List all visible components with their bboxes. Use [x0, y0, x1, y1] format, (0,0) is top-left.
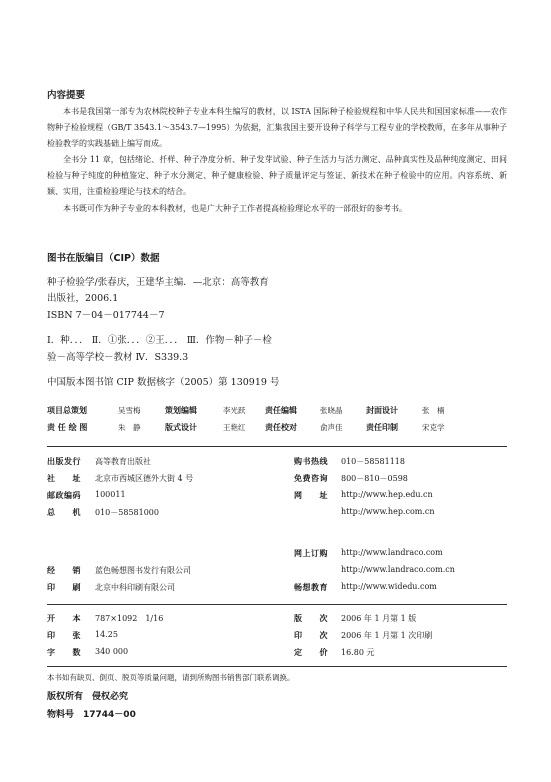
- cip-line-2: 出版社，2006.1: [47, 293, 119, 304]
- hotline-value: 010－58581118: [341, 457, 405, 466]
- edition-value: 2006 年 1 月第 1 版: [341, 614, 417, 623]
- website-link[interactable]: http://www.hep.edu.cn: [341, 490, 433, 499]
- cip-line-4: Ⅰ．种．．． Ⅱ．①张．．．②王．．． Ⅲ．作物－种子－检: [47, 335, 272, 346]
- copyright-notice: 版权所有 侵权必究: [47, 692, 129, 702]
- switchboard-value: 010－58581000: [95, 508, 159, 517]
- credit-label: 版式设计: [165, 423, 197, 432]
- printer-value: 北京中科印刷有限公司: [95, 583, 175, 592]
- postcode-value: 100011: [95, 490, 126, 499]
- sheets-label: 印 张: [47, 631, 81, 640]
- price-value: 16.80 元: [341, 648, 375, 657]
- consult-value: 800－810－0598: [341, 474, 408, 483]
- printer-label: 印 刷: [47, 583, 81, 592]
- credit-value: 张晓晶: [320, 406, 343, 415]
- credit-value: 王艳红: [223, 423, 246, 432]
- website-label: 网 址: [294, 491, 328, 500]
- credit-label: 策划编辑: [165, 406, 197, 415]
- distributor-label: 经 销: [47, 566, 81, 575]
- credit-label: 责 任 绘 图: [47, 423, 88, 432]
- sheets-value: 14.25: [95, 630, 118, 639]
- printing-label: 印 次: [294, 631, 328, 640]
- distributor-value: 蓝色畅想图书发行有限公司: [95, 566, 191, 575]
- consult-label: 免费咨询: [294, 474, 328, 483]
- website-link[interactable]: http://www.hep.com.cn: [341, 507, 435, 516]
- summary-paragraph-3: 本书既可作为种子专业的本科教材，也是广大种子工作者提高检验理论水平的一部很好的参考书。: [63, 204, 407, 213]
- widedu-link[interactable]: http://www.widedu.com: [341, 582, 437, 591]
- online-order-link[interactable]: http://www.landraco.com: [341, 548, 443, 557]
- summary-paragraph-1: 本书是我国第一部专为农林院校种子专业本科生编写的教材，以 ISTA 国际种子检验规程和中华人民共和国国家标准——农作物种子检验规程（GB/T 3543.1～3543.7—1995）为依据，汇集我国主要开设种子科学与工程专业的学校教师，在多年从事种子检验教学的实践基础上编写而成。: [47, 107, 507, 148]
- credit-value: 李光跃: [223, 406, 246, 415]
- cip-line-1: 种子检验学/张春庆，王建华主编．—北京：高等教育: [47, 277, 269, 288]
- credit-value: 俞声佳: [320, 423, 343, 432]
- postcode-label: 邮政编码: [47, 491, 81, 500]
- credit-value: 吴雪梅: [118, 406, 141, 415]
- format-value: 787×1092 1/16: [95, 614, 164, 623]
- credit-label: 封面设计: [366, 406, 398, 415]
- price-label: 定 价: [294, 648, 328, 657]
- edition-label: 版 次: [294, 614, 328, 623]
- divider: [47, 666, 507, 667]
- cip-record-number: 中国版本图书馆 CIP 数据核字（2005）第 130919 号: [47, 377, 280, 388]
- summary-heading: 内容提要: [47, 90, 86, 101]
- cip-line-5: 验－高等学校－教材 Ⅳ．S339.3: [47, 352, 189, 363]
- credit-value: 宋克学: [422, 423, 445, 432]
- credit-label: 责任校对: [265, 423, 297, 432]
- online-order-label: 网上订购: [294, 549, 328, 558]
- switchboard-label: 总 机: [47, 508, 81, 517]
- credit-value: 朱 静: [118, 423, 141, 432]
- quality-notice: 本书如有缺页、倒页、脱页等质量问题，请到所购图书销售部门联系调换。: [47, 673, 295, 682]
- publisher-value: 高等教育出版社: [95, 457, 151, 466]
- credit-value: 张 楠: [422, 406, 445, 415]
- credit-label: 项目总策划: [47, 406, 87, 415]
- cip-isbn: ISBN 7－04－017744－7: [47, 310, 165, 321]
- cip-heading: 图书在版编目（CIP）数据: [47, 253, 160, 264]
- widedu-label: 畅想教育: [294, 583, 328, 592]
- online-order-link[interactable]: http://www.landraco.com.cn: [341, 565, 455, 574]
- hotline-label: 购书热线: [294, 457, 328, 466]
- address-label: 社 址: [47, 474, 81, 483]
- format-label: 开 本: [47, 614, 81, 623]
- credit-label: 责任编辑: [265, 406, 297, 415]
- divider: [47, 604, 507, 605]
- word-count-label: 字 数: [47, 648, 81, 657]
- address-value: 北京市西城区德外大街 4 号: [95, 474, 194, 483]
- summary-paragraph-2: 全书分 11 章，包括绪论、扦样、种子净度分析、种子发芽试验、种子生活力与活力测定、品种真实性及品种纯度测定、田间检验与种子纯度的种植鉴定、种子水分测定、种子健康检验、种子质量评定与签证、新技术在种子检验中的应用。内容系统、新颖、实用，注重检验理论与技术的结合。: [47, 155, 507, 196]
- credit-label: 责任印制: [366, 423, 398, 432]
- publisher-label: 出版发行: [47, 457, 81, 466]
- printing-value: 2006 年 1 月第 1 次印刷: [341, 631, 433, 640]
- divider: [47, 446, 507, 447]
- material-number: 物料号 17744－00: [47, 710, 136, 720]
- word-count-value: 340 000: [95, 647, 129, 656]
